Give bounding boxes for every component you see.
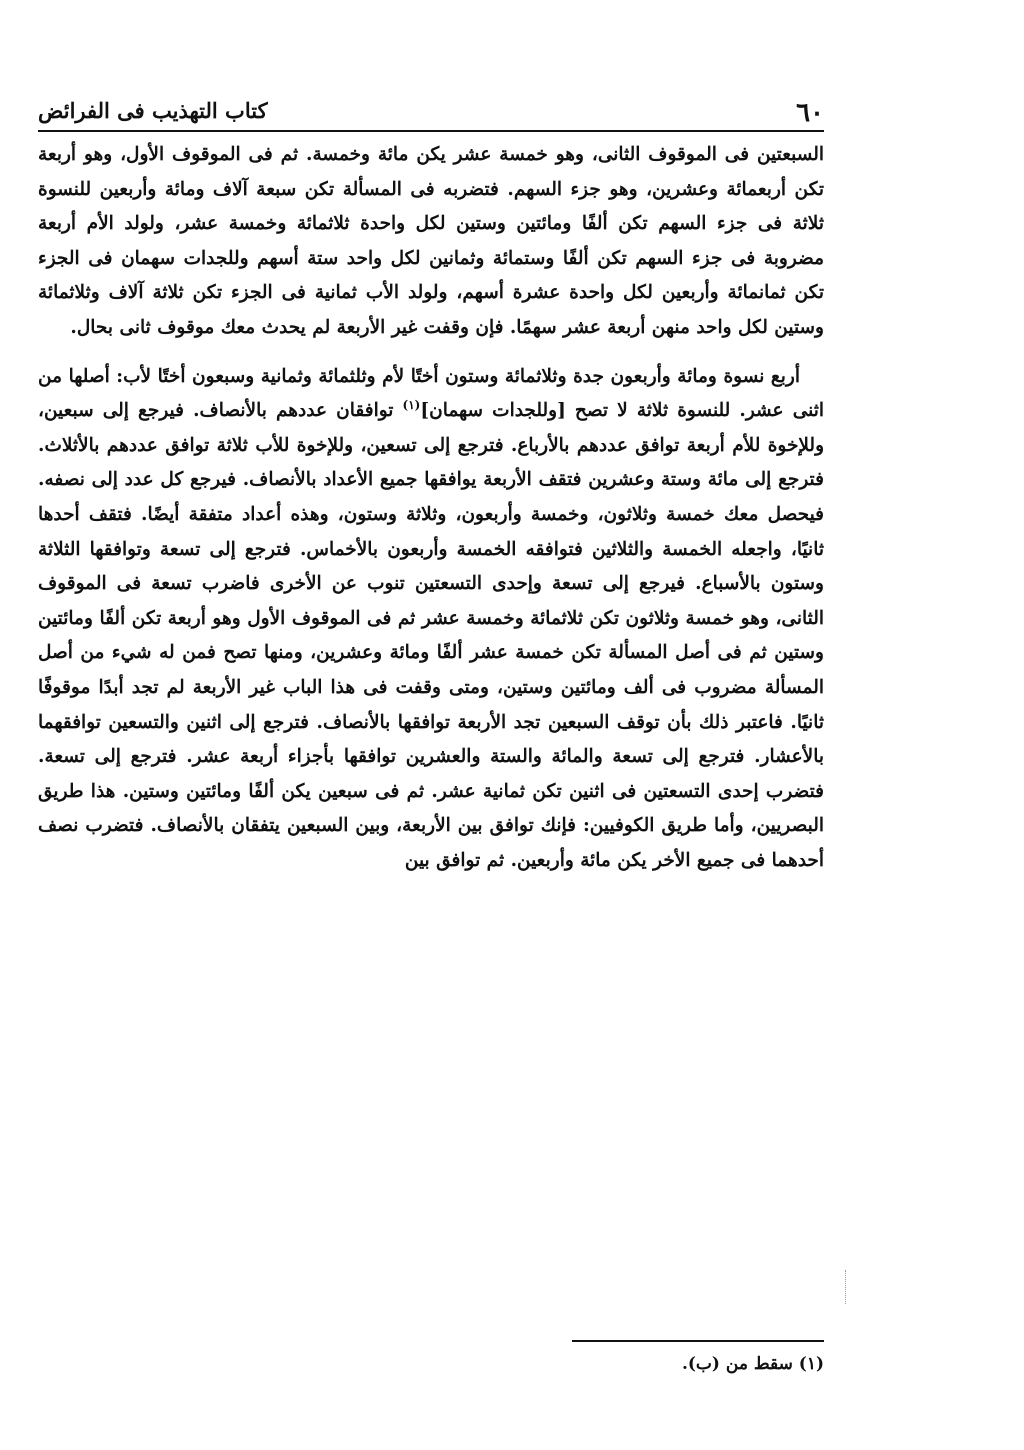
paragraph-text: توافقان عددهم بالأنصاف. فيرجع إلى سبعين، وللإخوة للأم أربعة توافق عددهم بالأرباع. فترجع إلى تسعين، وللإخوة للأب ثلاثة توافق عددهم بالأثلاث. فترجع إلى مائة وستة وعشرين فتقف الأربعة يوافقها جميع الأعداد بالأنصاف. فيرجع كل عدد إلى نصفه. فيحصل معك خمسة وثلاثون، وخمسة وأربعون، وثلاثة وستون، وهذه أعداد متفقة أيضًا. فتقف أحدها ثانيًا، واجعله الخمسة والثلاثين فتوافقه الخمسة وأربعون بالأخماس. فترجع إلى تسعة وتوافقها الثلاثة وستون بالأسباع. فيرجع إلى تسعة وإحدى التسعتين تنوب عن الأخرى فاضرب تسعة فى الموقوف الثانى، وهو خمسة وثلاثون تكن ثلاثمائة وخمسة عشر ثم فى الموقوف الأول وهو أربعة تكن ألفًا ومائتين وستين ثم فى أصل المسألة تكن خمسة عشر ألفًا ومائة وعشرين، ومنها تصح فمن له شيء من أصل المسألة مضروب فى ألف ومائتين وستين، ومتى وقفت فى هذا الباب غير الأربعة لم تجد أبدًا موقوفًا ثانيًا. فاعتبر ذلك بأن توقف السبعين تجد الأربعة توافقها بالأنصاف. فترجع إلى اثنين والتسعين توافقهما بالأعشار. فترجع إلى تسعة والمائة والستة والعشرين توافقها بأجزاء أربعة عشر. فترجع إلى تسعة. فتضرب إحدى التسعتين فى اثنين تكن ثمانية عشر. ثم فى سبعين يكن ألفًا ومائتين وستين. هذا طريق البصريين، وأما طريق الكوفيين: فإنك توافق بين الأربعة، وبين السبعين يتفقان بالأنصاف. فتضرب نصف أحدهما فى جميع الأخر يكن مائة وأربعين. ثم توافق بين xyxy=(38,400,824,871)
footnote-rule xyxy=(572,1340,824,1342)
running-title: كتاب التهذيب فى الفرائض xyxy=(38,98,268,123)
paragraph: السبعتين فى الموقوف الثانى، وهو خمسة عشر يكن مائة وخمسة. ثم فى الموقوف الأول، وهو أربعة تكن أربعمائة وعشرين، وهو جزء السهم. فتضربه فى المسألة تكن سبعة آلاف ومائة وأربعين للنسوة ثلاثة فى جزء السهم تكن ألفًا ومائتين وستين لكل واحدة ثلاثمائة وخمسة عشر، ولولد الأم أربعة مضروبة فى جزء السهم تكن ألفًا وستمائة وثمانين لكل واحد ستة أسهم وللجدات سهمان فى الجزء تكن ثمانمائة وأربعين لكل واحدة عشرة أسهم، ولولد الأب ثمانية فى الجزء تكن ثلاثة آلاف وثلاثمائة وستين لكل واحد منهن أربعة عشر سهمًا. فإن وقفت غير الأربعة لم يحدث معك موقوف ثانى بحال. xyxy=(38,144,824,338)
paragraph xyxy=(38,360,824,879)
footnote: (١) سقط من (ب). xyxy=(681,1354,824,1374)
body-text xyxy=(38,138,824,878)
page-number: ٦٠ xyxy=(796,98,824,128)
margin-mark xyxy=(845,1270,846,1304)
page-header xyxy=(38,92,824,130)
footnote-reference[interactable]: (١) xyxy=(402,398,421,412)
header-rule xyxy=(38,130,824,132)
paragraph-text: أربع نسوة ومائة وأربعون جدة وثلاثمائة وستون أختًا لأم وثلثمائة وثمانية وسبعون أختًا لأب: أصلها من اثنى عشر. للنسوة ثلاثة لا تصح [وللجدات سهمان] xyxy=(38,365,824,422)
